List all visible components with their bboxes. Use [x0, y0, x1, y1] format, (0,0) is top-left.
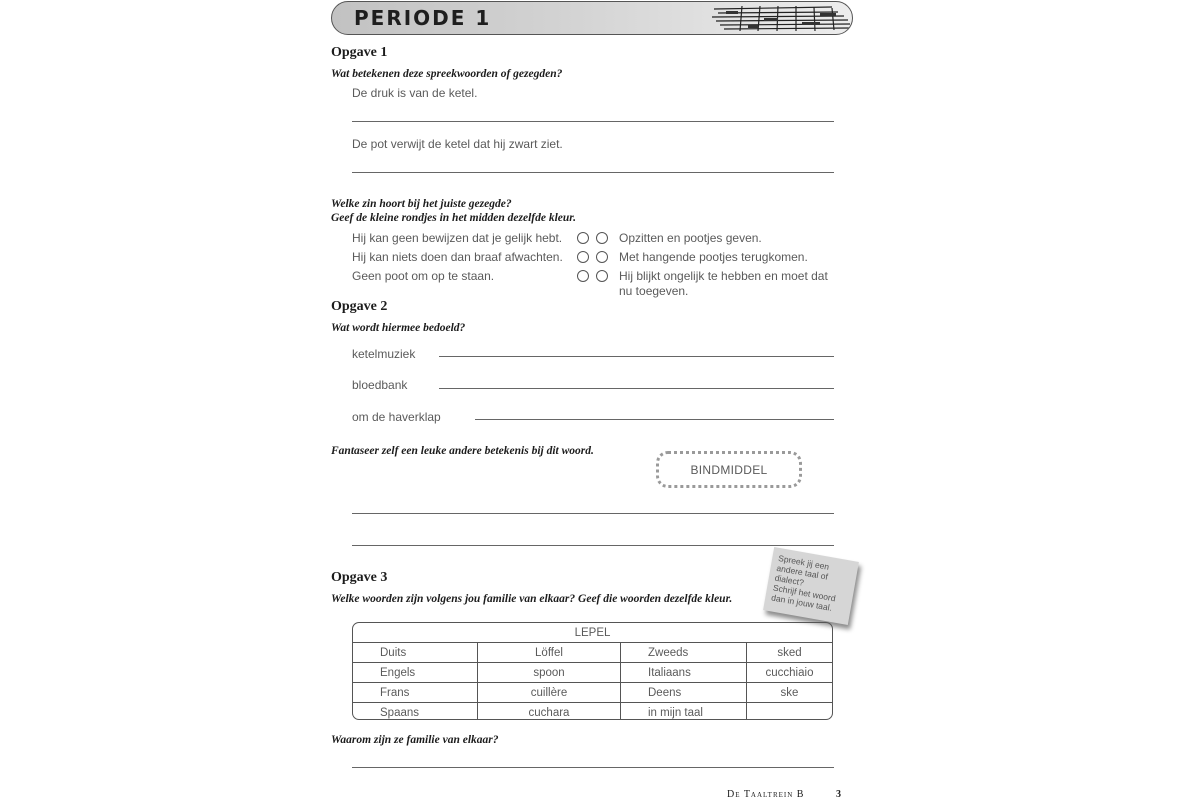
fantasy-line-1[interactable] [352, 513, 834, 514]
meaning-line-2[interactable] [439, 388, 834, 389]
meaning-line-1[interactable] [439, 356, 834, 357]
family-question: Waarom zijn ze familie van elkaar? [331, 734, 499, 746]
match-left-3: Geen poot om op te staan. [352, 269, 495, 283]
table-cell-word[interactable]: sked [747, 643, 833, 663]
match-circle-right-2[interactable] [596, 251, 608, 263]
table-cell-word[interactable]: ske [747, 683, 833, 703]
table-cell-language: Zweeds [621, 643, 747, 663]
table-row [353, 683, 832, 703]
opgave1-heading: Opgave 1 [331, 45, 388, 60]
word-ketelmuziek: ketelmuziek [352, 347, 416, 361]
table-cell-own-language[interactable] [747, 703, 833, 721]
fantasy-instruction: Fantaseer zelf een leuke andere betekenis bij dit woord. [331, 445, 594, 457]
match-right-1: Opzitten en pootjes geven. [619, 231, 762, 245]
footer-page-number: 3 [836, 789, 841, 800]
table-title: LEPEL [353, 623, 832, 643]
fantasy-word: BINDMIDDEL [690, 462, 768, 477]
word-bloedbank: bloedbank [352, 378, 408, 392]
match-right-2: Met hangende pootjes terugkomen. [619, 250, 808, 264]
matching-instruction-1: Welke zin hoort bij het juiste gezegde? [331, 198, 512, 210]
table-cell-language: Spaans [353, 703, 478, 721]
word-family-table [352, 622, 833, 720]
table-cell-word[interactable]: cuillère [478, 683, 621, 703]
fantasy-word-box [656, 451, 802, 488]
table-row [353, 643, 832, 663]
footer-book-title: De Taaltrein B [727, 789, 805, 800]
train-track-illustration [712, 3, 852, 33]
word-haverklap: om de haverklap [352, 410, 441, 424]
table-row [353, 663, 832, 683]
opgave3-heading: Opgave 3 [331, 570, 388, 585]
match-circle-right-1[interactable] [596, 232, 608, 244]
opgave2-heading: Opgave 2 [331, 299, 388, 314]
answer-line-2[interactable] [352, 172, 834, 173]
answer-line-1[interactable] [352, 121, 834, 122]
match-left-1: Hij kan geen bewijzen dat je gelijk hebt. [352, 231, 563, 245]
match-left-2: Hij kan niets doen dan braaf afwachten. [352, 250, 563, 264]
period-banner [331, 1, 853, 35]
table-cell-language: Duits [353, 643, 478, 663]
table-cell-language: Frans [353, 683, 478, 703]
table-cell-word[interactable]: Löffel [478, 643, 621, 663]
fantasy-line-2[interactable] [352, 545, 834, 546]
match-circle-right-3[interactable] [596, 270, 608, 282]
family-answer-line[interactable] [352, 767, 834, 768]
opgave1-instruction: Wat betekenen deze spreekwoorden of gezegden? [331, 68, 563, 80]
table-cell-language: Deens [621, 683, 747, 703]
match-right-3: Hij blijkt ongelijk te hebben en moet dat [619, 269, 828, 283]
table-cell-word[interactable]: spoon [478, 663, 621, 683]
saying-1: De druk is van de ketel. [352, 86, 478, 100]
opgave2-instruction: Wat wordt hiermee bedoeld? [331, 322, 466, 334]
table-cell-word[interactable]: cucchiaio [747, 663, 833, 683]
table-cell-word[interactable]: cuchara [478, 703, 621, 721]
match-right-3-cont: nu toegeven. [619, 284, 689, 298]
match-circle-left-2[interactable] [577, 251, 589, 263]
period-title: PERIODE 1 [354, 6, 492, 30]
table-cell-language: in mijn taal [621, 703, 747, 721]
table-row [353, 703, 832, 721]
saying-2: De pot verwijt de ketel dat hij zwart ziet. [352, 137, 563, 151]
opgave3-instruction: Welke woorden zijn volgens jou familie van elkaar? Geef die woorden dezelfde kleur. [331, 593, 733, 605]
match-circle-left-1[interactable] [577, 232, 589, 244]
match-circle-left-3[interactable] [577, 270, 589, 282]
language-sticky-note: Spreek jij een andere taal of dialect? Schrijf het woord dan in jouw taal. [763, 547, 859, 625]
table-cell-language: Italiaans [621, 663, 747, 683]
table-cell-language: Engels [353, 663, 478, 683]
matching-instruction-2: Geef de kleine rondjes in het midden dezelfde kleur. [331, 212, 576, 224]
meaning-line-3[interactable] [475, 419, 834, 420]
